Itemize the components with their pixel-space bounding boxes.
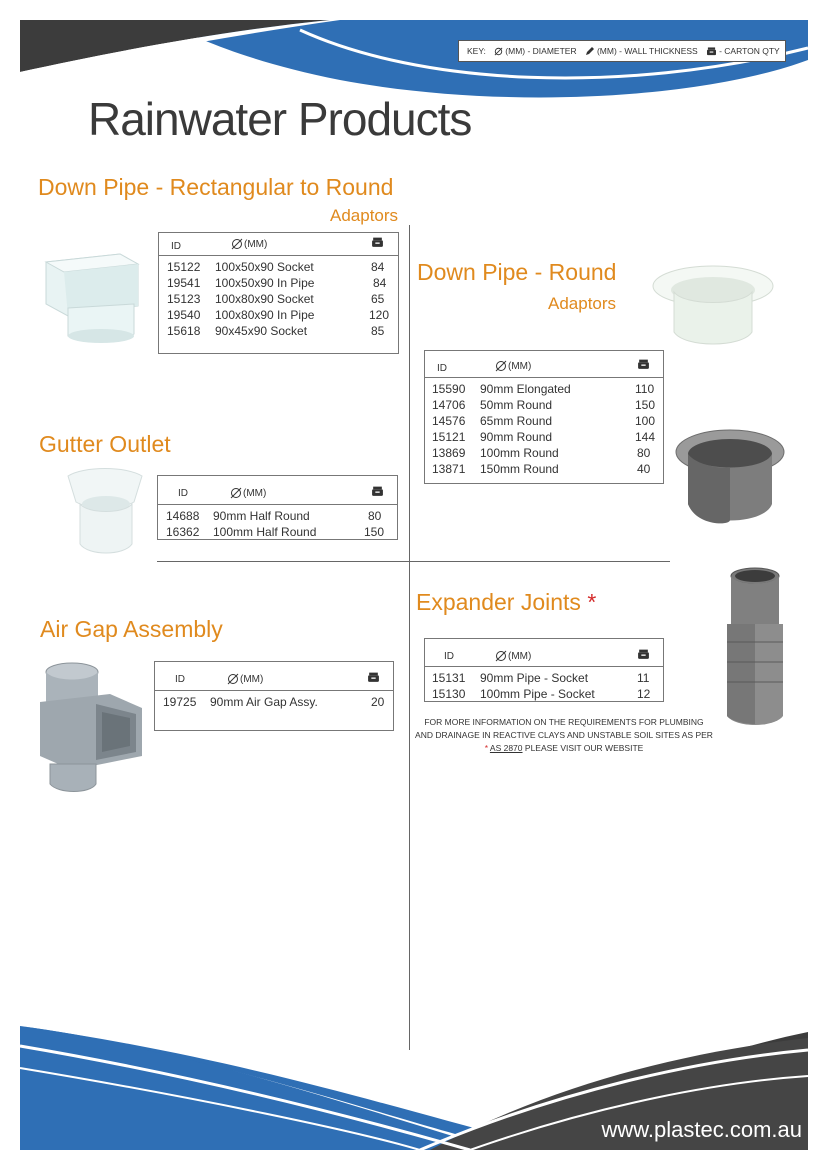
rect-round-title: Down Pipe - Rectangular to Round [38,174,394,200]
col-id: ID [171,241,181,252]
table-row: 15131 90mm Pipe - Socket 11 [432,671,650,685]
rect-round-adaptor-image [38,248,144,348]
table-row: 15618 90x45x90 Socket 85 [167,324,385,338]
table-row: 15590 90mm Elongated 110 [432,382,655,396]
col-carton [371,486,384,500]
carton-icon [706,47,717,56]
col-carton [367,672,380,686]
col-mm: (MM) [495,360,531,372]
table-header [425,639,663,667]
page-title: Rainwater Products [88,93,472,145]
col-mm: (MM) [227,673,263,685]
expander-joint-image [724,566,786,726]
pencil-icon [585,46,595,56]
asterisk-note-marker: * [587,589,597,615]
standard-reference: AS 2870 [489,743,523,753]
table-row: 19725 90mm Air Gap Assy. 20 [163,695,385,709]
table-row: 13871 150mm Round 40 [432,462,651,476]
table-row: 19540 100x80x90 In Pipe 120 [167,308,390,322]
expander-table [424,638,664,702]
table-header [159,233,398,256]
footer-banner [0,1020,826,1169]
carton-icon [371,486,384,497]
table-row: 15122 100x50x90 Socket 84 [167,260,385,274]
key-label: KEY: [467,46,486,56]
expander-title: Expander Joints * [416,589,597,615]
table-row: 16362 100mm Half Round 150 [166,525,385,539]
table-header [158,476,397,505]
col-mm: (MM) [231,238,267,250]
diameter-icon [495,650,507,662]
table-row: 19541 100x50x90 In Pipe 84 [167,276,387,290]
table-row: 15123 100x80x90 Socket 65 [167,292,385,306]
table-row: 14688 90mm Half Round 80 [166,509,382,523]
col-id: ID [437,363,447,374]
carton-key: - CARTON QTY [706,46,780,56]
table-row: 13869 100mm Round 80 [432,446,651,460]
col-mm: (MM) [230,487,266,499]
diameter-icon [495,360,507,372]
carton-icon [371,237,384,248]
diameter-icon [230,487,242,499]
table-row: 14706 50mm Round 150 [432,398,656,412]
round-title: Down Pipe - Round [417,259,617,285]
col-carton [637,359,650,373]
col-id: ID [178,488,188,499]
col-mm: (MM) [495,650,531,662]
carton-icon [367,672,380,683]
key-legend [458,40,786,62]
wall-key: (MM) - WALL THICKNESS [585,46,698,57]
gutter-title: Gutter Outlet [39,431,171,457]
col-id: ID [175,674,185,685]
table-row: 15121 90mm Round 144 [432,430,656,444]
table-header [425,351,663,378]
airgap-table [154,661,394,731]
section-divider-horizontal [157,561,670,562]
air-gap-assembly-image [38,660,148,792]
rect-round-table [158,232,399,354]
rect-round-subtitle: Adaptors [330,206,399,225]
diameter-icon [231,238,243,250]
col-id: ID [444,651,454,662]
website-url[interactable]: www.plastec.com.au [601,1117,802,1142]
gutter-outlet-image [64,466,146,556]
diameter-key: (MM) - DIAMETER [494,46,577,56]
elongated-adaptor-image [650,262,776,352]
standards-note: FOR MORE INFORMATION ON THE REQUIREMENTS FOR PLUMBING AND DRAINAGE IN REACTIVE CLAYS AND UNSTABLE SOIL SITES AS PER * AS 2870 PLEASE VISIT OUR WEBSITE [415,717,713,753]
diameter-icon [494,47,503,56]
round-adaptor-image [674,428,786,526]
airgap-title: Air Gap Assembly [40,616,223,642]
col-carton [371,237,384,251]
section-divider-vertical [409,225,410,1050]
col-carton [637,649,650,663]
diameter-icon [227,673,239,685]
carton-icon [637,359,650,370]
table-row: 15130 100mm Pipe - Socket 12 [432,687,651,701]
round-subtitle: Adaptors [548,294,617,313]
carton-icon [637,649,650,660]
gutter-table [157,475,398,540]
table-row: 14576 65mm Round 100 [432,414,656,428]
table-header [155,662,393,691]
round-table [424,350,664,484]
